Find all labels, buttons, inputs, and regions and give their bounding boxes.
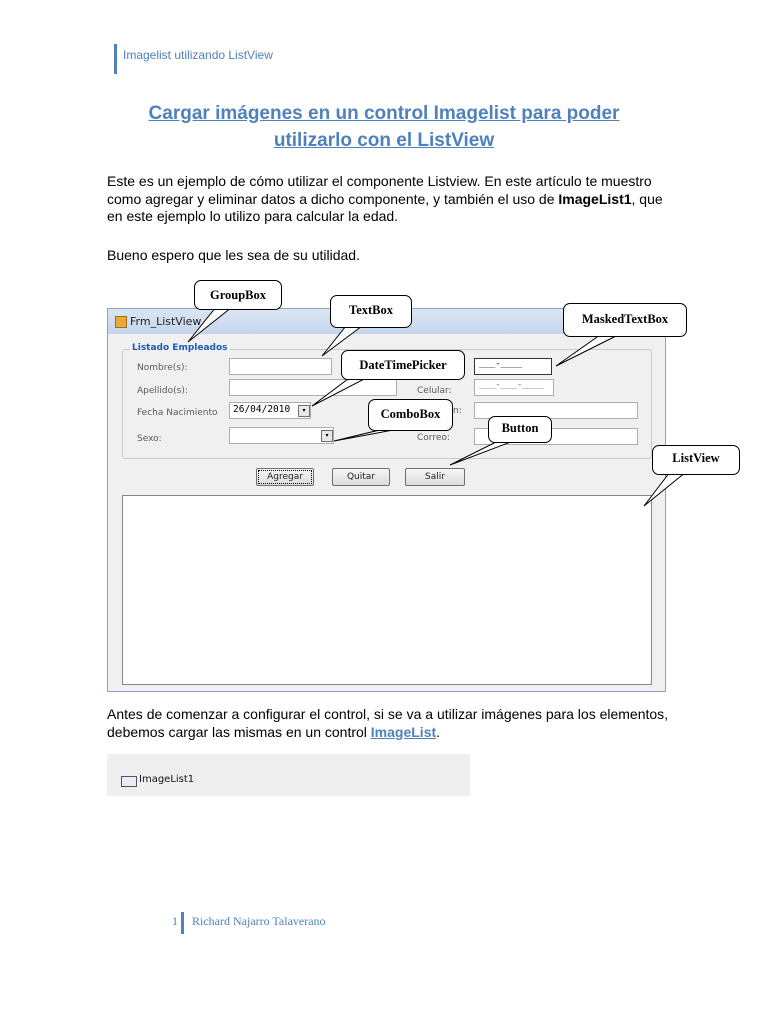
- page-header: Imagelist utilizando ListView: [123, 48, 273, 62]
- callout-maskedtextbox: MaskedTextBox: [563, 303, 687, 337]
- intro-text-2: , que en este ejemplo lo utilizo para calcular la edad.: [107, 190, 663, 224]
- callout-combobox: ComboBox: [368, 399, 453, 431]
- chevron-down-icon[interactable]: ▾: [321, 430, 333, 442]
- label-correo: Correo:: [417, 433, 450, 443]
- window-title: Frm_ListView: [130, 315, 202, 328]
- callout-listview: ListView: [652, 445, 740, 475]
- callout-groupbox: GroupBox: [194, 280, 282, 310]
- label-sexo: Sexo:: [137, 434, 162, 444]
- imagelist-link[interactable]: ImageList: [370, 723, 437, 740]
- agregar-button[interactable]: Agregar: [256, 468, 314, 486]
- quitar-button[interactable]: Quitar: [332, 468, 390, 486]
- page-number: 1: [172, 914, 178, 928]
- button-pointer: [450, 440, 516, 465]
- label-edad-fragment: n:: [453, 406, 462, 416]
- label-nombre: Nombre(s):: [137, 363, 188, 373]
- datetimepicker-pointer: [312, 376, 370, 406]
- imagelist-text-2: .: [436, 723, 441, 740]
- callout-button: Button: [488, 416, 552, 443]
- imagelist-component[interactable]: ImageList1: [139, 774, 195, 785]
- footer-author: Richard Najarro Talaverano: [192, 914, 326, 928]
- listview-pointer: [644, 472, 686, 506]
- date-value: 26/04/2010: [233, 404, 291, 415]
- maskedtextbox-pointer: [556, 335, 618, 366]
- label-apellido: Apellido(s):: [137, 386, 188, 396]
- closing-paragraph: Bueno espero que les sea de su utilidad.: [107, 247, 360, 263]
- mask-value-2: ___-___-____: [479, 380, 545, 390]
- mask-value-1: ___-____: [479, 359, 523, 369]
- intro-text-1: Este es un ejemplo de cómo utilizar el componente Listview. En este artículo te muestro como agregar y eliminar datos a dicho componente, y también el uso de: [107, 173, 652, 207]
- label-celular: Celular:: [417, 386, 452, 396]
- calendar-dropdown-icon[interactable]: ▾: [298, 405, 310, 417]
- salir-button[interactable]: Salir: [405, 468, 465, 486]
- callout-textbox: TextBox: [330, 295, 412, 328]
- groupbox-title: Listado Empleados: [132, 343, 228, 353]
- imagelist-icon: [121, 776, 137, 787]
- intro-bold: ImageList1: [558, 190, 632, 207]
- title-line-2: utilizarlo con el ListView: [273, 130, 495, 151]
- imagelist-text-1: Antes de comenzar a configurar el control, si se va a utilizar imágenes para los elementos, debemos cargar las mismas en un control: [107, 706, 669, 740]
- callout-datetimepicker: DateTimePicker: [341, 350, 465, 380]
- imagelist-paragraph: [107, 706, 677, 741]
- label-fecha: Fecha Nacimiento: [137, 408, 218, 418]
- groupbox-pointer: [188, 307, 232, 342]
- footer-accent-bar: [181, 912, 184, 934]
- title-line-1: Cargar imágenes en un control Imagelist para poder: [148, 103, 620, 124]
- component-tray: [107, 754, 470, 796]
